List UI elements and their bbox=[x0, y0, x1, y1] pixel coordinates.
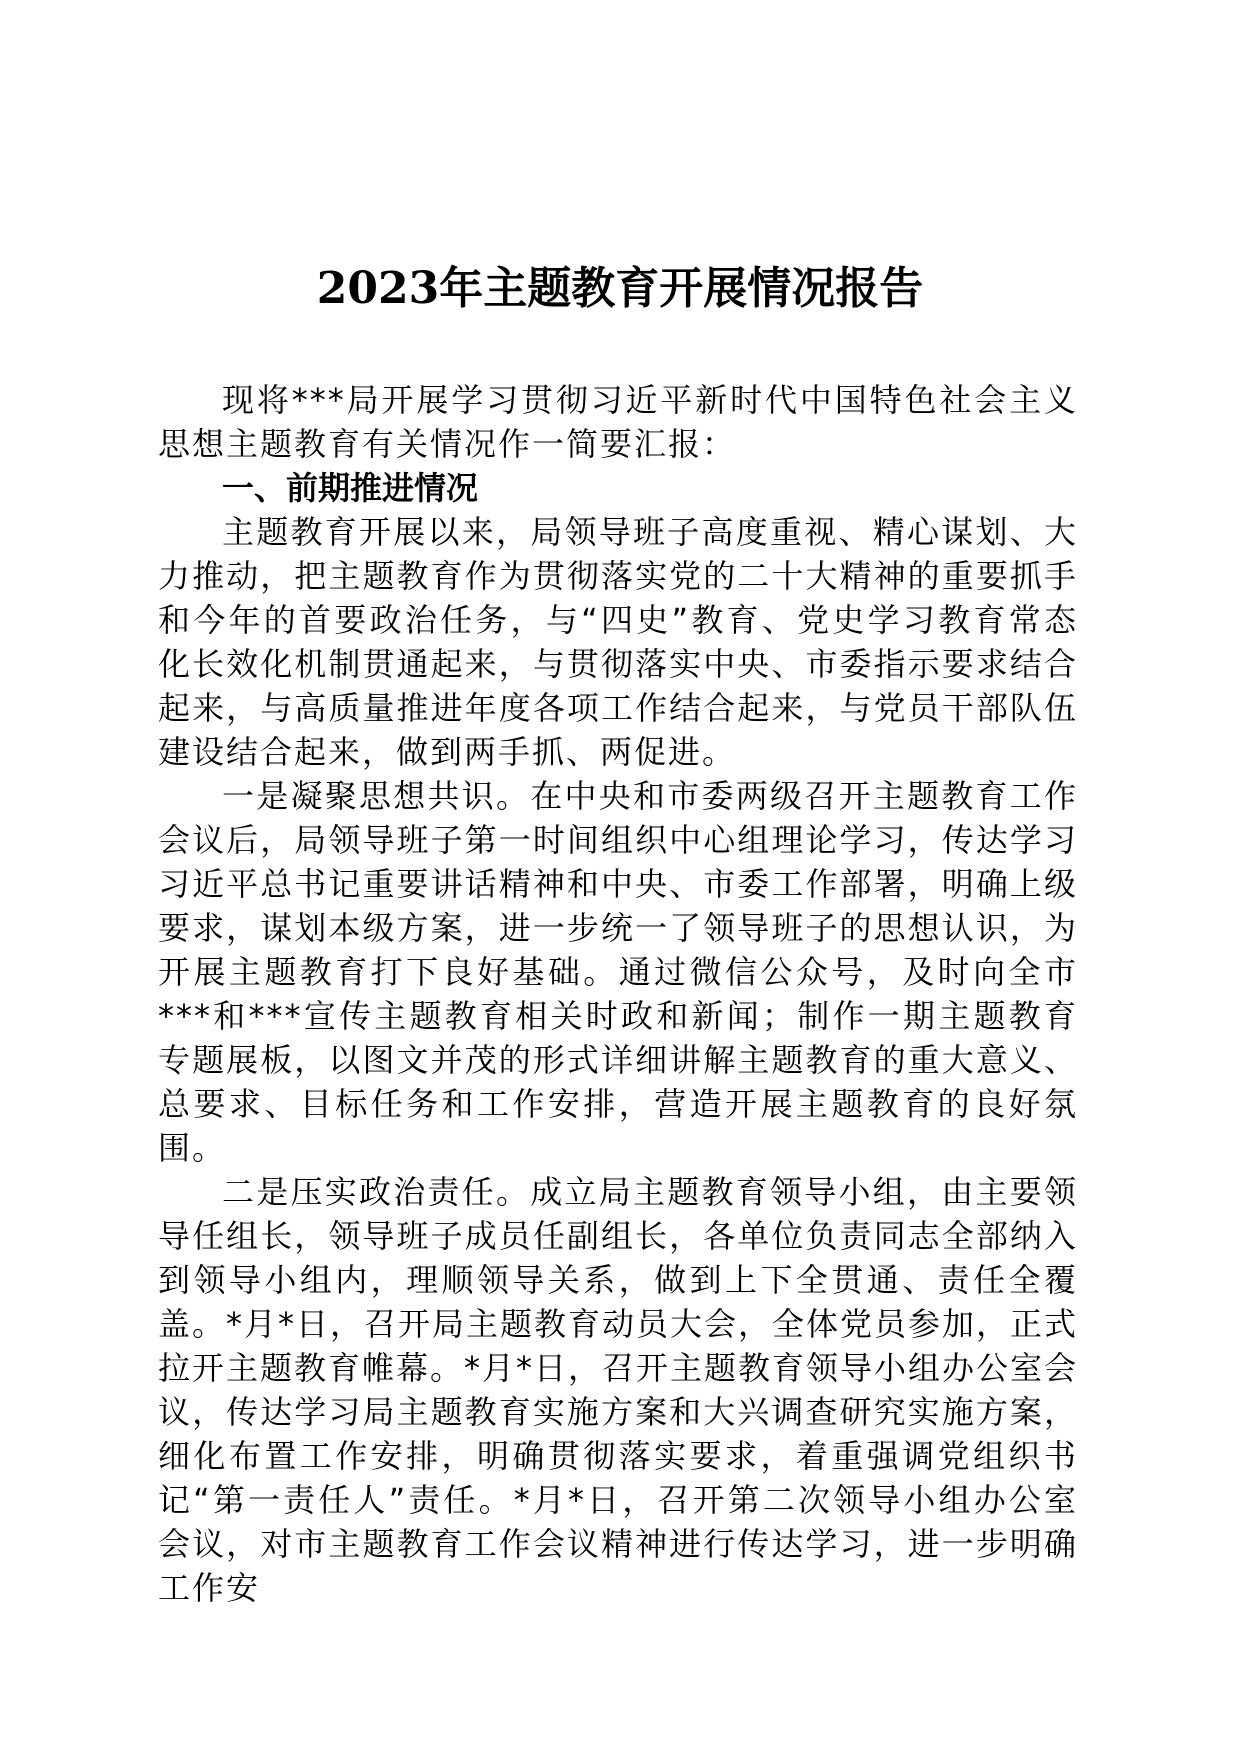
section-heading: 一、前期推进情况 bbox=[222, 469, 479, 507]
body-paragraph: 主题教育开展以来，局领导班子高度重视、精心谋划、大力推动，把主题教育作为贯彻落实党的二十大精神的重要抓手和今年的首要政治任务，与“四史”教育、党史学习教育常态化长效化机制贯通起来，与贯彻落实中央、市委指示要求结合起来，与高质量推进年度各项工作结合起来，与党员干部队伍建设结合起来，做到两手抓、两促进。 bbox=[158, 513, 1078, 771]
document-title: 2023年主题教育开展情况报告 bbox=[316, 263, 924, 314]
body-paragraph: 二是压实政治责任。成立局主题教育领导小组，由主要领导任组长，领导班子成员任副组长，各单位负责同志全部纳入到领导小组内，理顺领导关系，做到上下全贯通、责任全覆盖。*月*日，召开局主题教育动员大会，全体党员参加，正式拉开主题教育帷幕。*月*日，召开主题教育领导小组办公室会议，传达学习局主题教育实施方案和大兴调查研究实施方案，细化布置工作安排，明确贯彻落实要求，着重强调党组织书记“第一责任人”责任。*月*日，召开第二次领导小组办公室会议，对市主题教育工作会议精神进行传达学习，进一步明确工作安 bbox=[158, 1173, 1079, 1607]
document-body bbox=[158, 378, 1078, 1610]
body-paragraph: 一是凝聚思想共识。在中央和市委两级召开主题教育工作会议后，局领导班子第一时间组织中心组理论学习，传达学习习近平总书记重要讲话精神和中央、市委工作部署，明确上级要求，谋划本级方案，进一步统一了领导班子的思想认识，为开展主题教育打下良好基础。通过微信公众号，及时向全市***和***宣传主题教育相关时政和新闻；制作一期主题教育专题展板，以图文并茂的形式详细讲解主题教育的重大意义、总要求、目标任务和工作安排，营造开展主题教育的良好氛围。 bbox=[158, 777, 1078, 1167]
intro-paragraph: 现将***局开展学习贯彻习近平新时代中国特色社会主义思想主题教育有关情况作一简要汇报： bbox=[158, 381, 1078, 463]
